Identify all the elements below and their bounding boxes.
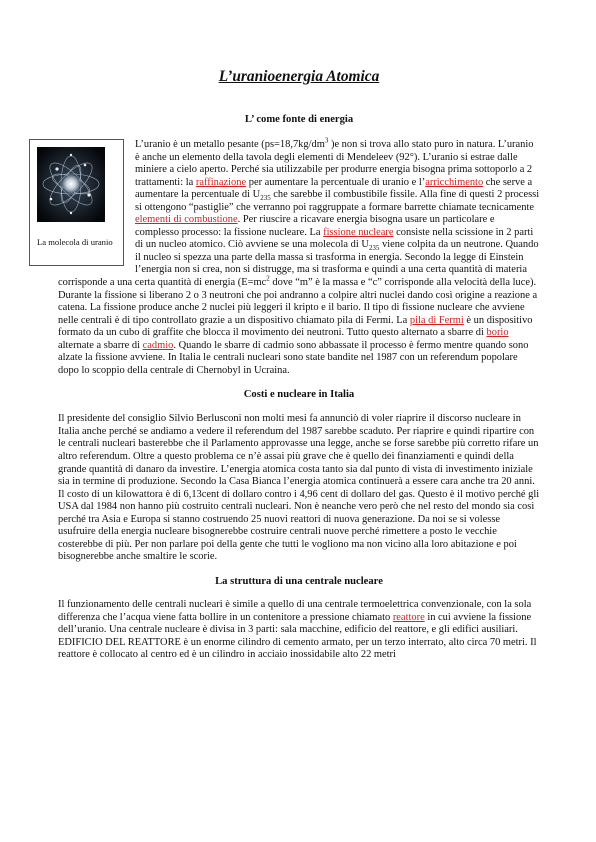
link-arricchimento[interactable]: arricchimento	[425, 176, 484, 188]
section3-paragraph-reactor-building: EDIFICIO DEL REATTORE è un enorme cilindro di cemento armato, per un terzo interrato, alto circa 70 metri. Il reattore è collocato al centro ed è un cilindro in acciaio inossidabile alto 22 metri	[58, 636, 537, 661]
text-run: per aumentare la percentuale di uranio e l’	[246, 176, 426, 188]
text-run: in cui avviene la fissione dell’uranio. Una centrale nucleare è divisa in 3 parti: sala macchine, edificio del reattore, e gli edifici ausiliari.	[58, 611, 532, 636]
text-run: . Per riuscire a ricavare energia bisogna usare un particolare e complesso processo: la fissione nucleare. La	[135, 214, 495, 238]
link-reattore[interactable]: reattore	[392, 611, 425, 623]
text-run: che serve a aumentare la percentuale di U	[135, 176, 533, 201]
uranium-molecule-figure	[29, 139, 124, 266]
text-run: Il funzionamento delle centrali nucleari è simile a quello di una centrale termoelettrica convenzionale, con la sola differenza che l’acqua viene fatta bollire in un contenitore a pressione chiamato	[58, 598, 532, 623]
link-raffinazione[interactable]: raffinazione	[195, 176, 247, 188]
text-run: consiste nella scissione in 2 parti di un nucleo atomico. Ciò avviene se una molecola di U	[135, 226, 534, 251]
superscript: 3	[324, 136, 329, 145]
text-run: dove “m” è la massa e “c” corrisponde alla velocità della luce). Durante la fissione si liberano 2 o 3 neutroni che poi andranno a colpire altri nuclei dando così origine a reazione a catena. La fissione produce anche 2 nuclei più leggeri il kripto e il bario. Il tipo di fissione nucleare che avviene nelle centrali è di tipo controllato grazie a un dispositivo chiamato pila di Fermi. La	[58, 277, 538, 326]
link-fissione-nucleare[interactable]: fissione nucleare	[323, 226, 394, 238]
uranium-molecule-image	[37, 147, 105, 222]
subscript: 235	[368, 244, 380, 253]
section1-paragraph	[58, 136, 540, 377]
text-run: che sarebbe il combustibile fissile. Alla fine di questi 2 processi si ottengono “pastiglie” che verranno poi raggruppate a formare barrette chiamate tecnicamente	[135, 189, 540, 213]
link-cadmio[interactable]: cadmio	[142, 339, 174, 351]
link-pila-di-fermi[interactable]: pila di Fermi	[409, 314, 464, 326]
link-elementi-di-combustione[interactable]: elementi di combustione	[135, 214, 238, 226]
section-heading-structure: La struttura di una centrale nucleare	[215, 575, 383, 587]
figure-caption: La molecola di uranio	[37, 237, 113, 247]
text-run: )e non si trova allo stato puro in natura. L’uranio è anche un elemento della tavola degli elementi di Mendeleev (92°). L’uranio si estrae dalle miniere a cielo aperto. Perché sia utilizzabile per produrre energia bisogna prima sottoporlo a 2 trattamenti: la	[135, 139, 534, 188]
superscript: 2	[266, 274, 270, 283]
section2-paragraph: Il presidente del consiglio Silvio Berlusconi non molti mesi fa annunciò di voler riaprire il discorso nucleare in Italia anche perché se andiamo a vedere il referendum del 1987 sarebbe scaduto. Per riaprire e quindi ripartire con le centrali nucleari basterebbe che il Parlamento approvasse una legge, anche se forse sarebbe più corretto rifare un altro referendum. Oltre a questo problema ce n’è assai più grave che è quello dei finanziamenti e quindi della grande quantità di danaro da investire. L’energia atomica costa tanto sia dal punto di vista di investimento iniziale sia in termine di produzione. Secondo la Casa Bianca l’energia atomica continuerà a essere cara anche tra 20 anni. Il costo di un kilowattora è di 6,13cent di dollaro contro i 4,96 cent di dollaro del gas. Questo è il motivo perché gli USA dal 1984 non hanno più costruito centrali nucleari. Non è neanche vero però che nel resto del mondo sia così perché tra Asia e Europa si stanno costruendo 25 nuovi reattori di nuova generazione. Da noi se si volesse usufruire della energia nucleare bisognerebbe costruire centrali nuove perché rimettere a posto le vecchie costerebbe di più. Per non parlare poi della gente che tutti le vogliono ma non vicino alla loro abitazione e poi bisognerebbe anche smaltire le scorie.	[58, 413, 540, 563]
section-heading-energy-source: L’ come fonte di energia	[244, 114, 354, 125]
section3-paragraph	[58, 599, 540, 637]
text-run: alternate a sbarre di	[58, 339, 143, 351]
document-page	[37, 68, 540, 662]
text-run: è un dispositivo formato da un cubo di graffite che blocca il movimento dei neutroni. Tutto questo alternato a sbarre di	[58, 314, 533, 339]
text-run: . Quando le sbarre di cadmio sono abbassate il processo è fermo mentre quando sono alzate la fissione avviene. In Italia le centrali nucleari sono state bandite nel 1987 con un referendum popolare dopo lo scoppio della centrale di Chernobyl in Ucraina.	[58, 339, 529, 376]
text-run: L’uranio è un metallo pesante (ps=18,7kg/dm	[135, 139, 325, 150]
document-title: L’uranioenergia Atomica	[218, 68, 380, 85]
subscript: 235	[260, 194, 271, 203]
text-run: viene colpita da un neutrone. Quando il nucleo si spezza una parte della massa si trasforma in energia. Secondo la legge di Einstein l’energia non si crea, non si distrugge, ma si trasforma e quindi a una certa quantità di materia corrisponde a una certa quantità di energia (E=mc	[58, 239, 539, 289]
link-borio[interactable]: borio	[486, 327, 509, 339]
section-heading-costs: Costi e nucleare in Italia	[243, 389, 355, 401]
